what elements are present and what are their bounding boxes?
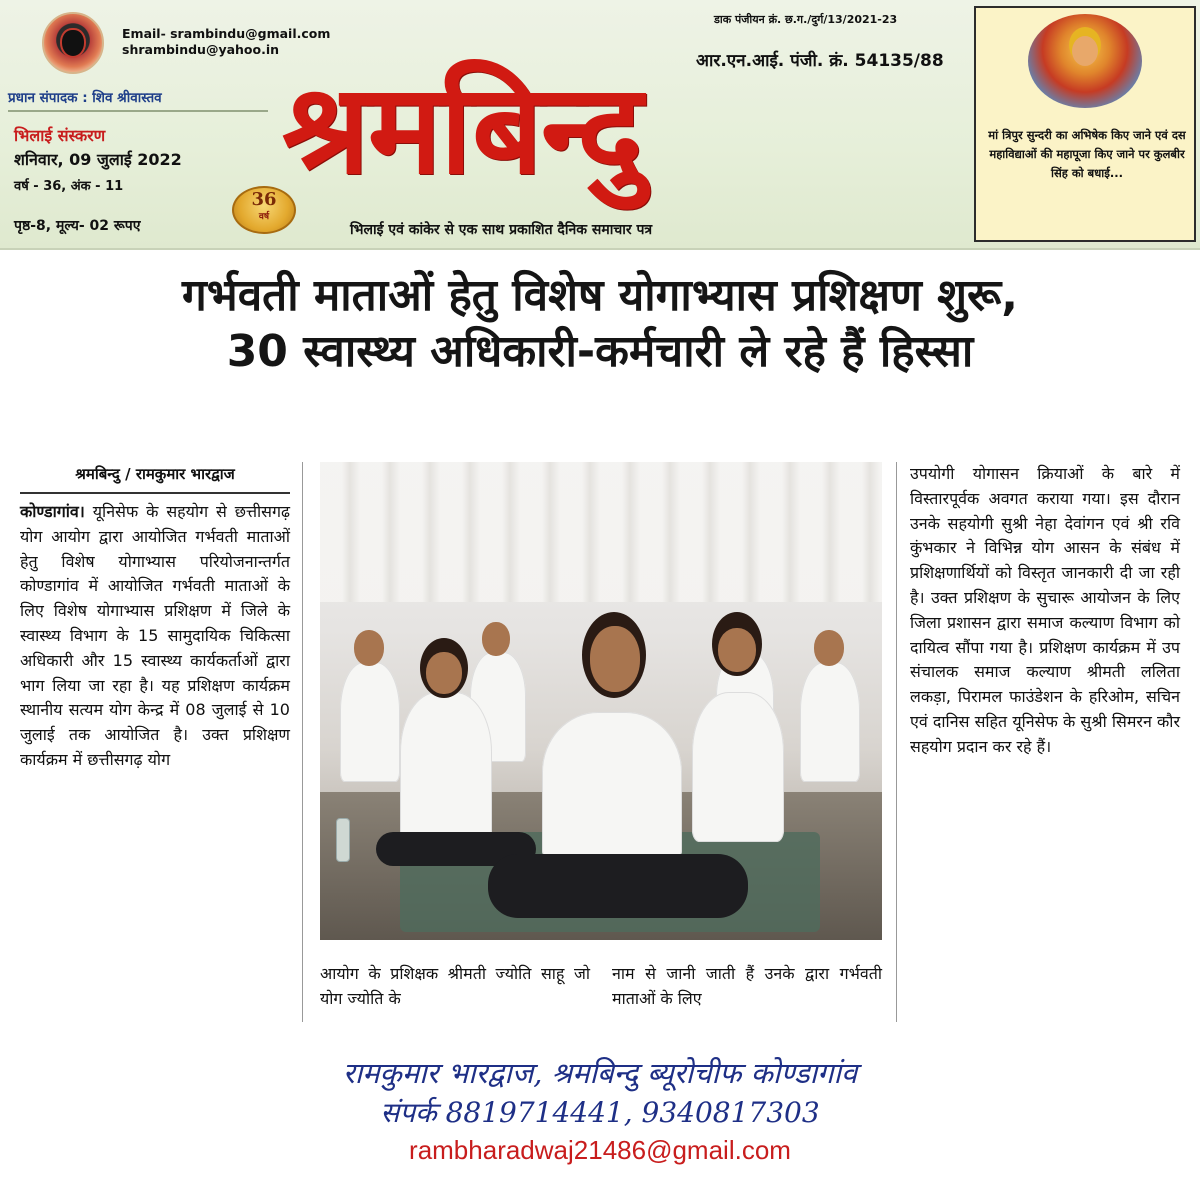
dateline: कोण्डागांव। <box>20 502 85 521</box>
rni-registration: आर.एन.आई. पंजी. क्रं. 54135/88 <box>696 51 944 71</box>
column-3-text: नाम से जानी जाती हैं उनके द्वारा गर्भवती माताओं के लिए <box>612 964 882 1008</box>
article-column-2 <box>320 962 590 1012</box>
column-divider-left <box>302 462 303 1022</box>
participant-face <box>482 622 510 656</box>
participant-face <box>814 630 844 666</box>
column-divider-right <box>896 462 897 1022</box>
participant-body <box>340 662 400 782</box>
email-line-1: Email- srambindu@gmail.com <box>122 26 331 41</box>
article-column-3 <box>612 962 882 1012</box>
deity-face-icon <box>62 30 84 56</box>
contact-emails <box>122 26 330 58</box>
instructor-face <box>590 626 640 692</box>
column-2-text: आयोग के प्रशिक्षक श्रीमती ज्योति साहू जो योग ज्योति के <box>320 964 590 1008</box>
postal-registration: डाक पंजीयन क्रं. छ.ग./दुर्ग/13/2021-23 <box>714 13 898 26</box>
participant-body <box>400 692 492 842</box>
yoga-session-photo <box>320 462 882 940</box>
byline: श्रमबिन्दु / रामकुमार भारद्वाज <box>20 462 290 494</box>
goddess-head-icon <box>1072 36 1098 66</box>
masthead <box>0 0 1200 250</box>
reporter-credit: रामकुमार भारद्वाज, श्रमबिन्दु ब्यूरोचीफ कोण्डागांव <box>342 1056 858 1090</box>
tent-curtain <box>320 462 882 602</box>
chief-editor: प्रधान संपादक : शिव श्रीवास्तव <box>8 90 162 106</box>
deity-logo <box>42 12 104 74</box>
reporter-contact: संपर्क 8819714441, 9340817303 <box>380 1096 820 1129</box>
participant-body <box>692 692 784 842</box>
column-1-text <box>20 500 290 773</box>
masthead-divider <box>8 110 268 112</box>
newspaper-tagline: भिलाई एवं कांकेर से एक साथ प्रकाशित दैनिक समाचार पत्र <box>350 222 653 238</box>
column-4-text: उपयोगी योगासन क्रियाओं के बारे में विस्तारपूर्वक अवगत कराया गया। इस दौरान उनके सहयोगी सुश्री नेहा देवांगन एवं श्री रवि कुंभकार ने विभिन्न योग आसन के संबंध में प्रशिक्षणार्थियों को विस्तृत जानकारी दी जा रही है। उक्त प्रशिक्षण के सुचारू आयोजन के लिए जिला प्रशासन द्वारा समाज कल्याण विभाग को दायित्व सौंपा गया है। प्रशिक्षण कार्यक्रम में उप संचालक समाज कल्याण श्रीमती ललिता लकड़ा, पिरामल फाउंडेशन के हरिओम, सचिन एवं दानिस सहित यूनिसेफ के सुश्री सिमरन कौर सहयोग प्रदान कर रहे हैं। <box>910 464 1180 756</box>
congratulations-text: मां त्रिपुर सुन्दरी का अभिषेक किए जाने एवं दस महाविद्याओं की महापूजा किए जाने पर कुलबीर सिंह को बधाई... <box>988 128 1186 180</box>
instructor-tshirt <box>542 712 682 862</box>
participant-face <box>426 652 462 694</box>
badge-word: वर्ष <box>258 212 270 222</box>
email-line-2: shrambindu@yahoo.in <box>122 42 280 57</box>
column-1-body: यूनिसेफ के सहयोग से छत्तीसगढ़ योग आयोग द्वारा आयोजित गर्भवती माताओं हेतु विशेष योगाभ्यास परियोजनान्तर्गत कोण्डागांव में आयोजित गर्भवती माताओं के लिए विशेष योगाभ्यास प्रशिक्षण में जिले के स्वास्थ्य विभाग के 15 सामुदायिक चिकित्सा अधिकारी और 15 स्वास्थ्य कार्यकर्ताओं द्वारा भाग लिया जा रहा है। यह प्रशिक्षण कार्यक्रम स्थानीय सत्यम योग केन्द्र में 08 जुलाई से 10 जुलाई तक आयोजित है। उक्त प्रशिक्षण कार्यक्रम में छत्तीसगढ़ योग <box>20 502 290 769</box>
headline-line-2: 30 स्वास्थ्य अधिकारी-कर्मचारी ले रहे हैं हिस्सा <box>226 326 974 377</box>
headline-line-1: गर्भवती माताओं हेतु विशेष योगाभ्यास प्रशिक्षण शुरू, <box>182 270 1018 321</box>
water-bottle <box>336 818 350 862</box>
newspaper-title: श्रमबिन्दु <box>282 58 642 202</box>
edition-name: भिलाई संस्करण <box>14 126 106 145</box>
participant-face <box>718 628 756 672</box>
badge-number: 36 <box>251 189 277 210</box>
article-headline <box>0 268 1200 380</box>
congratulations-box <box>974 6 1196 242</box>
goddess-image <box>1028 14 1142 108</box>
pages-price: पृष्ठ-8, मूल्य- 02 रूपए <box>14 218 141 234</box>
issue-date: शनिवार, 09 जुलाई 2022 <box>14 150 182 169</box>
article-column-1 <box>20 462 290 773</box>
participant-face <box>354 630 384 666</box>
instructor-legs <box>488 854 748 918</box>
issue-number: वर्ष - 36, अंक - 11 <box>14 179 124 194</box>
participant-body <box>800 662 860 782</box>
article-column-4 <box>910 462 1180 760</box>
reporter-email[interactable]: rambharadwaj21486@gmail.com <box>409 1135 791 1165</box>
